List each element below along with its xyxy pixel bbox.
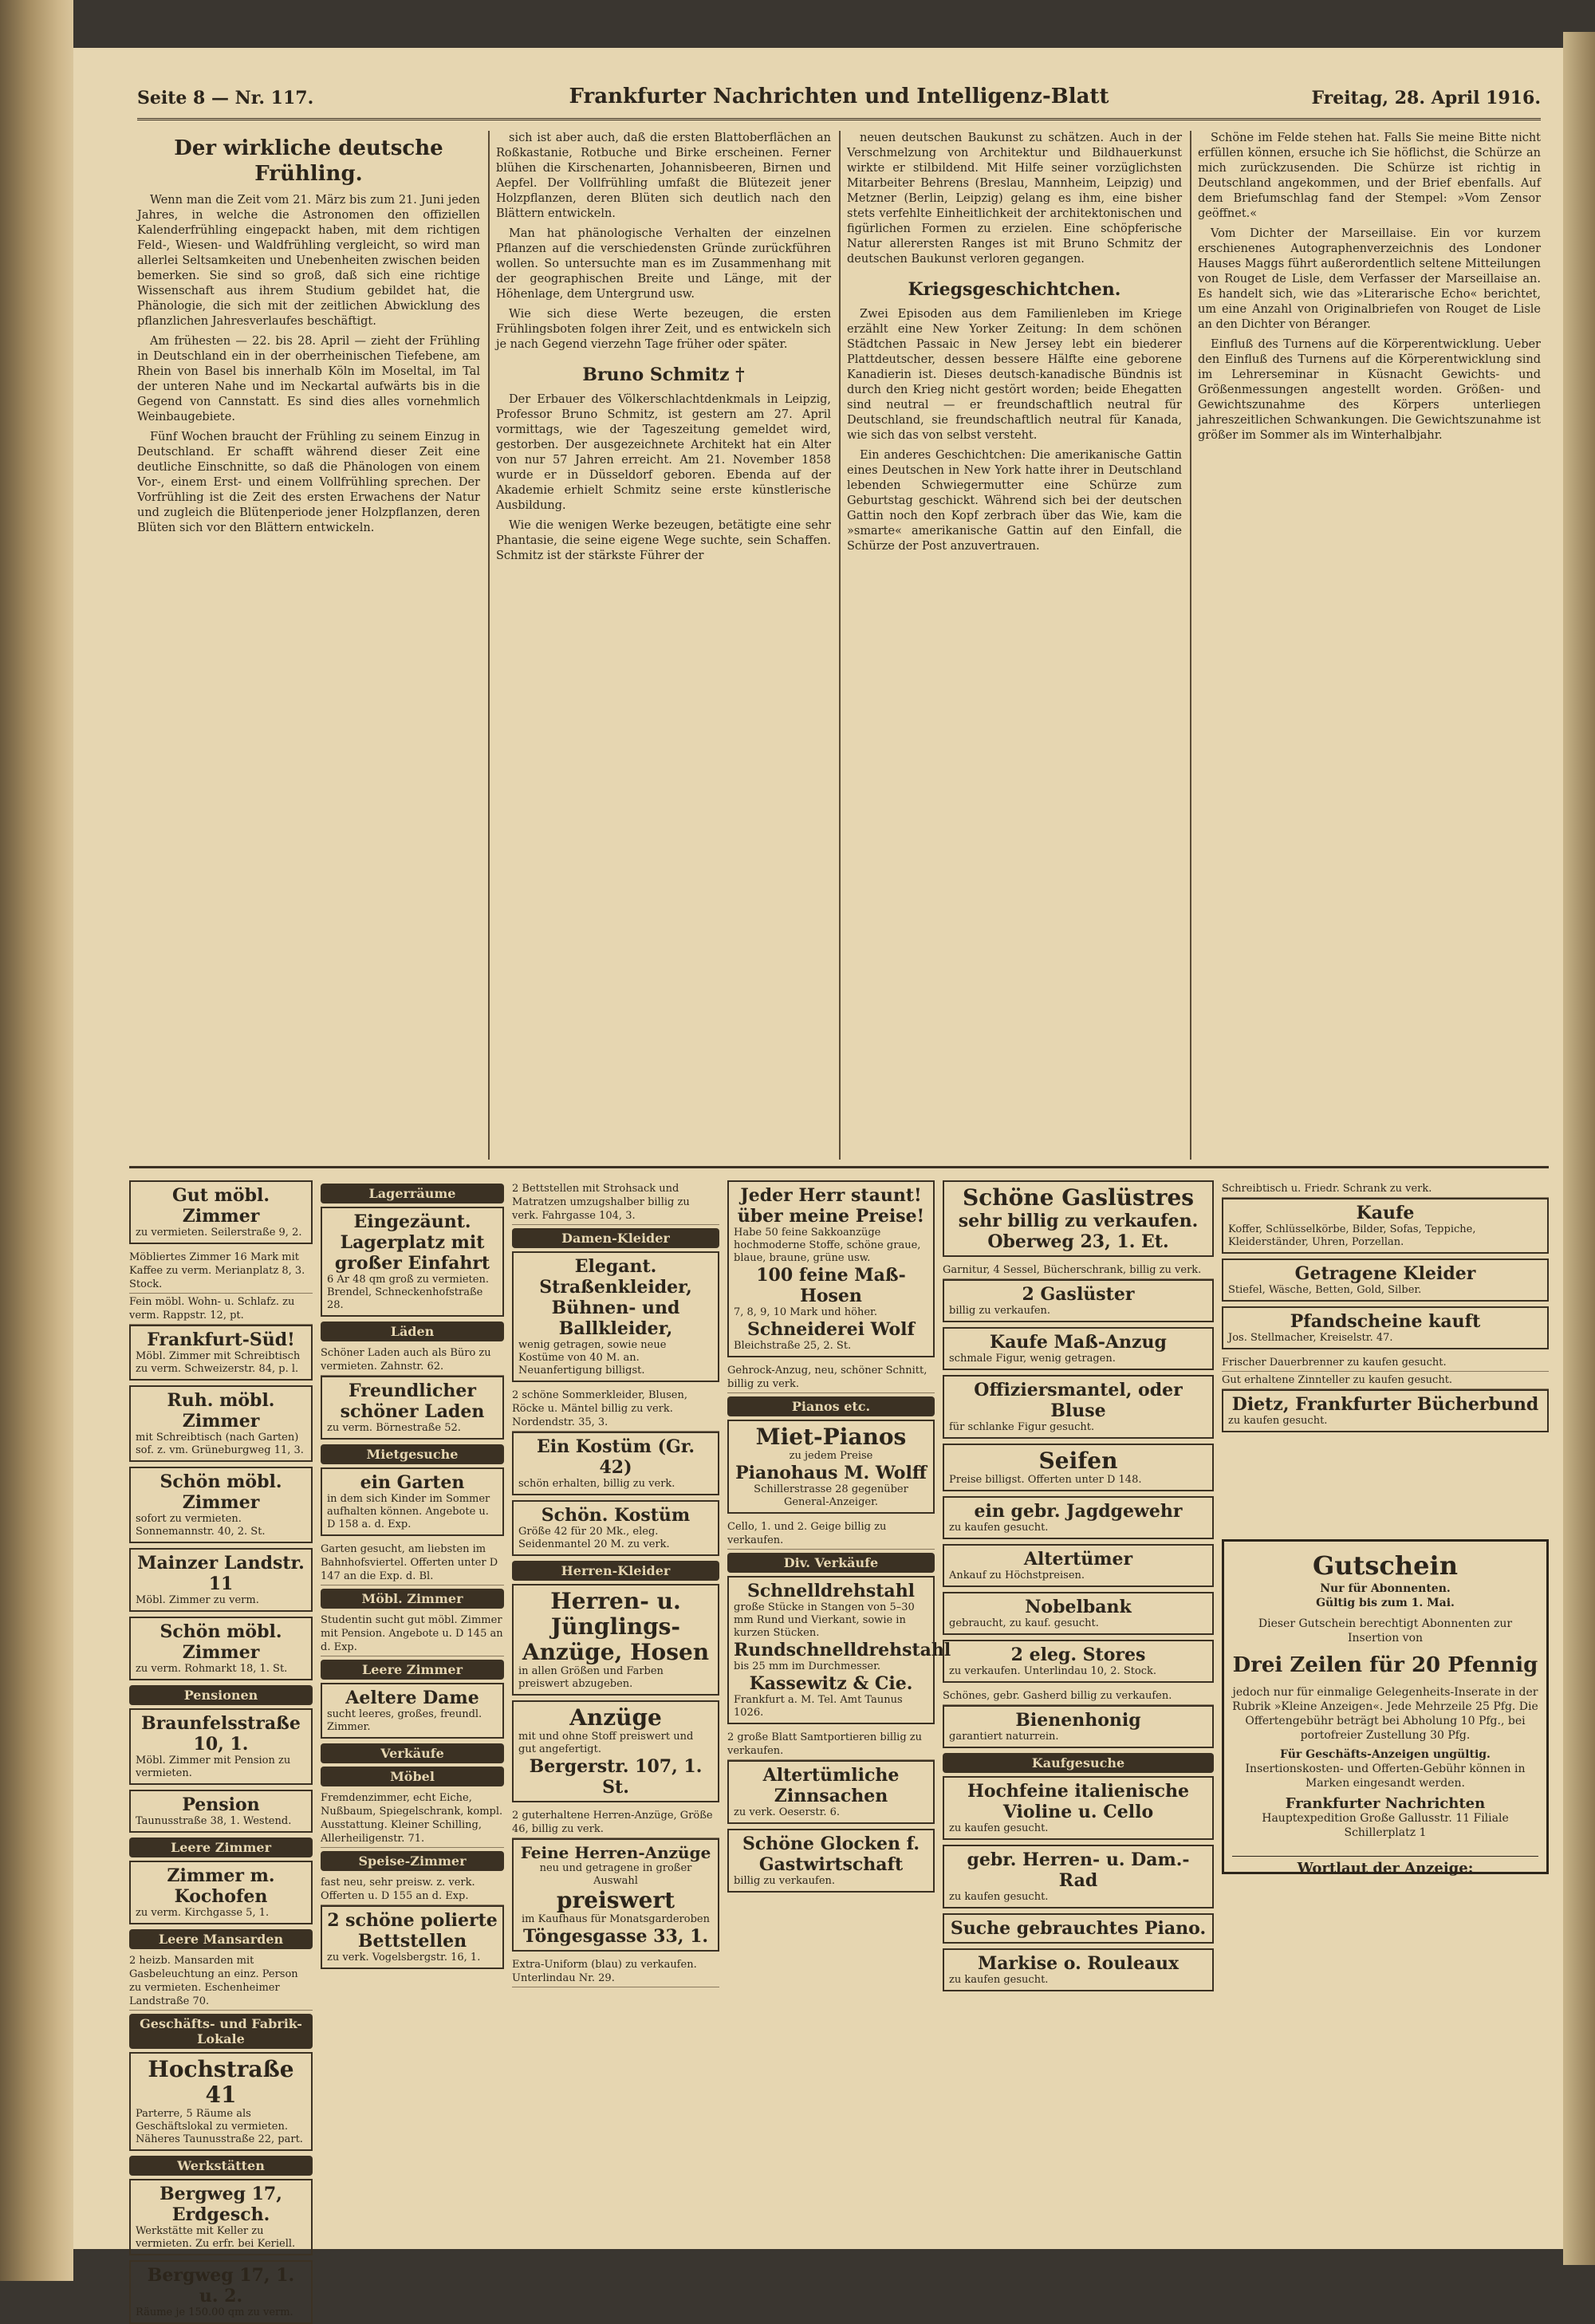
classified-ad: Garten gesucht, am liebsten im Bahnhofsviertel. Offerten unter D 147 an die Exp. d. Bl. [321, 1541, 504, 1585]
section-heading: Lagerräume [321, 1184, 504, 1203]
section-heading: Leere Zimmer [129, 1838, 313, 1857]
paragraph: sich ist aber auch, daß die ersten Blattoberflächen an Roßkastanie, Rotbuche und Birke erscheinen. Ferner blühen die Kirschenarten, Johannisbeeren, Birnen und Aepfel. Der Vollfrühling umfaßt die Blütezeit jener Holzpflanzen, deren Blüten sich deutlich nach den Blättern entwickeln. [496, 132, 831, 220]
classified-ad: Schöner Laden auch als Büro zu vermieten. Zahnstr. 62. [321, 1345, 504, 1376]
issue-date: Freitag, 28. April 1916. [1311, 88, 1541, 108]
classified-ad: Elegant. Straßenkleider, Bühnen- und Ballkleider, wenig getragen, sowie neue Kostüme von 40 M. an. Neuanfertigung billigst. [512, 1251, 719, 1382]
paragraph: Wie die wenigen Werke bezeugen, betätigte eine sehr Phantasie, die seine eigene Wege suchte, sein Schaffen. Schmitz ist der stärkste Führer der [496, 519, 831, 562]
paragraph: Wenn man die Zeit vom 21. März bis zum 21. Juni jeden Jahres, in welche die Astronomen den offiziellen Kalenderfrühling eingepackt haben, mit dem richtigen Feld-, Wiesen- und Waldfrühling vergleicht, so wird man allerlei Seltsamkeiten und Unebenheiten zwischen beiden bemerken. Sie sind so groß, daß sich eine richtige Wissenschaft aus ihrem Studium gebildet hat, die Phänologie, die sich mit der zeitlichen Abwicklung des pflanzlichen Jahresverlaufes beschäftigt. [137, 194, 480, 328]
classified-ad: fast neu, sehr preisw. z. verk. Offerten u. D 155 an d. Exp. [321, 1874, 504, 1905]
classified-ad: ein gebr. Jagdgewehr zu kaufen gesucht. [943, 1496, 1214, 1539]
classified-ad: Gehrock-Anzug, neu, schöner Schnitt, billig zu verk. [727, 1362, 935, 1393]
section-heading: Pensionen [129, 1685, 313, 1705]
classified-ad: Miet-Pianos zu jedem Preise Pianohaus M. Wolff Schillerstrasse 28 gegenüber General-Anzeiger. [727, 1420, 935, 1514]
section-heading: Geschäfts- und Fabrik-Lokale [129, 2014, 313, 2049]
classified-ad: Gut erhaltene Zinnteller zu kaufen gesucht. [1222, 1372, 1549, 1389]
classified-ad: Mainzer Landstr. 11 Möbl. Zimmer zu verm. [129, 1548, 313, 1612]
classified-ad: Altertümliche Zinnsachen zu verk. Oeserstr. 6. [727, 1760, 935, 1824]
paragraph: Schöne im Felde stehen hat. Falls Sie meine Bitte nicht erfüllen können, ersuche ich Sie höflichst, die Schürze an mich zurückzusenden. Die Schürze ist richtig in Deutschland angekommen, und der Brief ebenfalls. Auf dem Briefumschlag fand der Stempel: »Vom Zensor geöffnet.« [1198, 132, 1541, 220]
coupon-title: Gutschein [1313, 1550, 1458, 1581]
coupon-offer: Drei Zeilen für 20 Pfennig [1232, 1653, 1538, 1677]
classified-ad: 2 guterhaltene Herren-Anzüge, Größe 46, billig zu verk. [512, 1807, 719, 1838]
classified-ad: Extra-Uniform (blau) zu verkaufen. Unterlindau Nr. 29. [512, 1956, 719, 1987]
classified-ad: 2 schöne polierte Bettstellen zu verk. Vogelsbergstr. 16, 1. [321, 1905, 504, 1969]
ads-column-1 [129, 1180, 313, 2318]
classified-ad: Aeltere Dame sucht leeres, großes, freundl. Zimmer. [321, 1683, 504, 1739]
classified-ad: Möbliertes Zimmer 16 Mark mit Kaffee zu verm. Merianplatz 8, 3. Stock. [129, 1249, 313, 1294]
classified-ad: Schöne Glocken f. Gastwirtschaft billig zu verkaufen. [727, 1829, 935, 1893]
paragraph: Vom Dichter der Marseillaise. Ein vor kurzem erschienenes Autographenverzeichnis des Londoner Hauses Maggs führt außerordentlich seltene Mitteilungen von Rouget de Lisle, dem Verfasser der Marseillaise an. Es handelt sich, wie das »Literarische Echo« berichtet, um eine Anzahl von Originalbriefen von Rouget de Lisle an den Dichter von Béranger. [1198, 227, 1541, 331]
classified-ad: Seifen Preise billigst. Offerten unter D 148. [943, 1444, 1214, 1491]
section-divider [129, 1166, 1549, 1168]
section-heading: Herren-Kleider [512, 1561, 719, 1581]
classified-ad: 2 Gaslüster billig zu verkaufen. [943, 1279, 1214, 1322]
classified-ad: Garnitur, 4 Sessel, Bücherschrank, billig zu verk. [943, 1262, 1214, 1279]
article-column-4 [1198, 131, 1541, 1160]
classified-ad: Hochfeine italienische Violine u. Cello zu kaufen gesucht. [943, 1776, 1214, 1840]
classified-ad: Cello, 1. und 2. Geige billig zu verkaufen. [727, 1518, 935, 1550]
classified-ad: Herren- u. Jünglings-Anzüge, Hosen in allen Größen und Farben preiswert abzugeben. [512, 1584, 719, 1696]
classified-ad: Bienenhonig garantiert naturrein. [943, 1705, 1214, 1748]
classified-ad: Kaufe Koffer, Schlüsselkörbe, Bilder, Sofas, Teppiche, Kleiderständer, Uhren, Porzellan. [1222, 1198, 1549, 1254]
page-number: Seite 8 — Nr. 117. [137, 88, 314, 108]
classified-ad: Pension Taunusstraße 38, 1. Westend. [129, 1790, 313, 1833]
ads-column-6 [1222, 1180, 1549, 1531]
classified-ad: Offiziersmantel, oder Bluse für schlanke Figur gesucht. [943, 1375, 1214, 1439]
section-heading: Div. Verkäufe [727, 1553, 935, 1573]
classified-ad: Jeder Herr staunt! über meine Preise! Habe 50 feine Sakkoanzüge hochmoderne Stoffe, schöne graue, blaue, braune, grüne usw. 100 feine Maß-Hosen 7, 8, 9, 10 Mark und höher. Schneiderei Wolf Bleichstraße 25, 2. St. [727, 1180, 935, 1357]
classified-ad: gebr. Herren- u. Dam.-Rad zu kaufen gesucht. [943, 1845, 1214, 1908]
classified-ad: Schön. Kostüm Größe 42 für 20 Mk., eleg. Seidenmantel 20 M. zu verk. [512, 1500, 719, 1556]
newspaper-page [73, 48, 1563, 2318]
classified-ad: Schöne Gaslüstres sehr billig zu verkaufen. Oberweg 23, 1. Et. [943, 1180, 1214, 1257]
page-header [137, 83, 1541, 120]
classified-ad: Getragene Kleider Stiefel, Wäsche, Betten, Gold, Silber. [1222, 1259, 1549, 1302]
classified-ad: Markise o. Rouleaux zu kaufen gesucht. [943, 1948, 1214, 1991]
paragraph: neuen deutschen Baukunst zu schätzen. Auch in der Verschmelzung von Architektur und Bildhauerkunst wirkte er stilbildend. Mit Hilfe seiner vorzüglichsten Mitarbeiter Behrens (Breslau, Mannheim, Leipzig) und Metzner (Berlin, Leipzig) gelang es ihm, eine bisher stets verfehlte Einheitlichkeit der architektonischen und figürlichen Formen zu erzielen. Eine schöpferische Natur allerersten Ranges ist mit Bruno Schmitz der deutschen Baukunst verloren gegangen. [847, 132, 1182, 266]
article-title-schmitz: Bruno Schmitz † [582, 364, 745, 385]
paragraph: Der Erbauer des Völkerschlachtdenkmals in Leipzig, Professor Bruno Schmitz, ist gestern am 27. April vormittags, wie der Tageszeitung gemeldet wird, gestorben. Der ausgezeichnete Architekt hat ein Alter von nur 57 Jahren erreicht. Am 21. November 1858 wurde er in Düsseldorf geboren. Ebenda auf der Akademie erhielt Schmitz seine erste künstlerische Ausbildung. [496, 393, 831, 512]
next-page-edge [1563, 32, 1595, 2265]
masthead: Frankfurter Nachrichten und Intelligenz-Blatt [569, 85, 1109, 108]
classified-ad: Frankfurt-Süd! Möbl. Zimmer mit Schreibtisch zu verm. Schweizerstr. 84, p. l. [129, 1325, 313, 1381]
section-heading: Verkäufe [321, 1743, 504, 1763]
section-heading: Speise-Zimmer [321, 1851, 504, 1871]
article-column-2 [496, 131, 831, 1160]
column-rule [1190, 131, 1191, 1160]
paragraph: Fünf Wochen braucht der Frühling zu seinem Einzug in Deutschland. Er schafft während dieser Zeit eine deutliche Einschnitte, so daß die Phänologen von einem Vor-, einem Erst- und einem Vollfrühling sprechen. Der Vorfrühling ist die Zeit des ersten Erwachens der Natur und zugleich die Blütenperiode jener Holzpflanzen, deren Blüten sich vor den Blättern entwickeln. [137, 431, 480, 534]
classified-ad: 2 große Blatt Samtportieren billig zu verkaufen. [727, 1729, 935, 1760]
classified-ad: ein Garten in dem sich Kinder im Sommer aufhalten können. Angebote u. D 158 a. d. Exp. [321, 1467, 504, 1536]
classified-ad: Schön möbl. Zimmer zu verm. Rohmarkt 18, 1. St. [129, 1617, 313, 1680]
classified-ad: Ein Kostüm (Gr. 42) schön erhalten, billig zu verk. [512, 1432, 719, 1495]
classified-ad: Kaufe Maß-Anzug schmale Figur, wenig getragen. [943, 1327, 1214, 1370]
classified-ad: 2 Bettstellen mit Strohsack und Matratzen umzugshalber billig zu verk. Fahrgasse 104, 3. [512, 1180, 719, 1225]
section-heading: Pianos etc. [727, 1396, 935, 1416]
paragraph: Zwei Episoden aus dem Familienleben im Kriege erzählt eine New Yorker Zeitung: In dem schönen Städtchen Passaic in New Jersey lebt ein biederer Plattdeutscher, dessen bessere Hälfte eine geborene Kanadierin ist. Dieses deutsch-kanadische Bündnis ist durch den Krieg nicht gestört worden; beide Ehegatten sind neutral — er freundschaftlich neutral für Deutschland, sie freundschaftlich neutral für Kanada, wie sich das von selbst versteht. [847, 308, 1182, 442]
classified-ad: Braunfelsstraße 10, 1. Möbl. Zimmer mit Pension zu vermieten. [129, 1708, 313, 1785]
article-title-kriegsgeschichtchen: Kriegsgeschichtchen. [908, 279, 1121, 300]
classified-ad: Bergweg 17, Erdgesch. Werkstätte mit Keller zu vermieten. Zu erfr. bei Keriell. [129, 2179, 313, 2255]
paragraph: Einfluß des Turnens auf die Körperentwicklung. Ueber den Einfluß des Turnens auf die Körperentwicklung sind im Lehrerseminar in Küsnacht Gewichts- und Größenmessungen angestellt worden. Größen- und Gewichtszunahme des Körpers unterliegen jahreszeitlichen Schwankungen. Die Gewichtszunahme ist größer im Sommer als im Winterhalbjahr. [1198, 338, 1541, 442]
classified-ad: Freundlicher schöner Laden zu verm. Börnestraße 52. [321, 1376, 504, 1440]
ads-column-3 [512, 1180, 719, 2233]
classified-ad: Schön möbl. Zimmer sofort zu vermieten. Sonnemannstr. 40, 2. St. [129, 1467, 313, 1543]
classified-ad: 2 heizb. Mansarden mit Gasbeleuchtung an einz. Person zu vermieten. Eschenheimer Landstraße 70. [129, 1952, 313, 2011]
classified-ad: Altertümer Ankauf zu Höchstpreisen. [943, 1544, 1214, 1587]
classified-ad: Schönes, gebr. Gasherd billig zu verkaufen. [943, 1688, 1214, 1705]
classified-ad: 2 schöne Sommerkleider, Blusen, Röcke u. Mäntel billig zu verk. Nordendstr. 35, 3. [512, 1387, 719, 1432]
section-heading: Mietgesuche [321, 1444, 504, 1464]
classified-ad: Schreibtisch u. Friedr. Schrank zu verk. [1222, 1180, 1549, 1198]
classified-ad: Nobelbank gebraucht, zu kauf. gesucht. [943, 1592, 1214, 1635]
classified-ad: Gut möbl. Zimmer zu vermieten. Seilerstraße 9, 2. [129, 1180, 313, 1244]
classified-ad: Fein möbl. Wohn- u. Schlafz. zu verm. Rappstr. 12, pt. [129, 1294, 313, 1325]
paragraph: Am frühesten — 22. bis 28. April — zieht der Frühling in Deutschland ein in der oberrheinischen Tiefebene, am Rhein von Basel bis innerhalb Köln im Moseltal, im Tal der unteren Nahe und im Neckartal aufwärts bis in die Gegend von Cannstatt. Es sind dies alles vornehmlich Weinbaugebiete. [137, 335, 480, 423]
classified-ad: Bergweg 17, 1. u. 2. Räume je 150.00 qm zu verm. [129, 2260, 313, 2324]
section-heading: Möbl. Zimmer [321, 1589, 504, 1609]
section-heading: Damen-Kleider [512, 1228, 719, 1248]
ads-column-4 [727, 1180, 951, 2233]
book-binding [0, 0, 73, 2281]
section-heading: Kaufgesuche [943, 1753, 1214, 1773]
section-heading: Möbel [321, 1767, 504, 1786]
classified-ad: 2 eleg. Stores zu verkaufen. Unterlindau 10, 2. Stock. [943, 1640, 1214, 1683]
classified-ad: Eingezäunt. Lagerplatz mit großer Einfahrt 6 Ar 48 qm groß zu vermieten. Brendel, Schneckenhofstraße 28. [321, 1207, 504, 1317]
section-heading: Läden [321, 1322, 504, 1341]
classified-ad: Zimmer m. Kochofen zu verm. Kirchgasse 5, 1. [129, 1861, 313, 1924]
ads-column-2 [321, 1180, 504, 2233]
classified-ad: Hochstraße 41 Parterre, 5 Räume als Geschäftslokal zu vermieten. Näheres Taunusstraße 22, part. [129, 2052, 313, 2151]
column-rule [488, 131, 490, 1160]
classified-ad: Fremdenzimmer, echt Eiche, Nußbaum, Spiegelschrank, kompl. Ausstattung. Kleiner Schilling, Allerheiligenstr. 71. [321, 1790, 504, 1848]
classified-ad: Studentin sucht gut möbl. Zimmer mit Pension. Angebote u. D 145 an d. Exp. [321, 1612, 504, 1656]
section-heading: Leere Zimmer [321, 1660, 504, 1680]
classified-ad: Suche gebrauchtes Piano. [943, 1913, 1214, 1944]
classified-ad: Frischer Dauerbrenner zu kaufen gesucht. [1222, 1354, 1549, 1372]
ads-column-5 [943, 1180, 1214, 2233]
paragraph: Wie sich diese Werte bezeugen, die ersten Frühlingsboten folgen ihrer Zeit, und es entwickeln sich je nach Gegend vierzehn Tage früher oder später. [496, 308, 831, 351]
classified-ad: Anzüge mit und ohne Stoff preiswert und gut angefertigt. Bergerstr. 107, 1. St. [512, 1700, 719, 1802]
section-heading: Werkstätten [129, 2156, 313, 2176]
classified-ad: Feine Herren-Anzüge neu und getragene in großer Auswahl preiswert im Kaufhaus für Monatsgarderoben Töngesgasse 33, 1. [512, 1838, 719, 1952]
paragraph: Ein anderes Geschichtchen: Die amerikanische Gattin eines Deutschen in New York hatte ihrer in Deutschland lebenden Schwiegermutter eine Schürze zum Geburtstag geschickt. Während sich bei der deutschen Gattin noch den Kopf zerbrach über das Wie, kam die »smarte« amerikanische Gattin auf den Einfall, die Schürze der Post anzuvertrauen. [847, 449, 1182, 553]
classified-ad: Schnelldrehstahl große Stücke in Stangen von 5–30 mm Rund und Vierkant, sowie in kurzen Stücken. Rundschnelldrehstahl bis 25 mm im Durchmesser. Kassewitz & Cie. Frankfurt a. M. Tel. Amt Taunus 1026. [727, 1576, 935, 1724]
article-column-3 [847, 131, 1182, 1160]
coupon-text-field[interactable]: Wortlaut der Anzeige: [1232, 1856, 1538, 1876]
classified-ad: Dietz, Frankfurter Bücherbund zu kaufen gesucht. [1222, 1389, 1549, 1432]
article-title-fruehling: Der wirkliche deutsche Frühling. [174, 136, 443, 186]
coupon: Gutschein Nur für Abonnenten. Gültig bis zum 1. Mai. Dieser Gutschein berechtigt Abonnenten zur Insertion von Drei Zeilen für 20 Pfennig jedoch nur für einmalige Gelegenheits-Inserate in der Rubrik »Kleine Anzeigen«. Jede Mehrzeile 25 Pfg. Die Offertengebühr beträgt bei Abholung 10 Pfg., bei portofreier Zustellung 30 Pfg. Für Geschäfts-Anzeigen ungültig. Insertionskosten- und Offerten-Gebühr können in Marken eingesandt werden. Frankfurter Nachrichten Hauptexpedition Große Gallusstr. 11 Filiale Schillerplatz 1 Wortlaut der Anzeige: [1222, 1539, 1549, 1874]
classified-ad: Pfandscheine kauft Jos. Stellmacher, Kreiselstr. 47. [1222, 1306, 1549, 1349]
section-heading: Leere Mansarden [129, 1929, 313, 1949]
paragraph: Man hat phänologische Verhalten der einzelnen Pflanzen auf die verschiedensten Gründe zurückführen wollen. So untersuchte man es im Zusammenhang mit der geographischen Breite und Länge, mit der Höhenlage, dem Untergrund usw. [496, 227, 831, 301]
classified-ad: Ruh. möbl. Zimmer mit Schreibtisch (nach Garten) sof. z. vm. Grüneburgweg 11, 3. [129, 1385, 313, 1462]
article-column-1 [137, 131, 480, 1160]
column-rule [839, 131, 841, 1160]
